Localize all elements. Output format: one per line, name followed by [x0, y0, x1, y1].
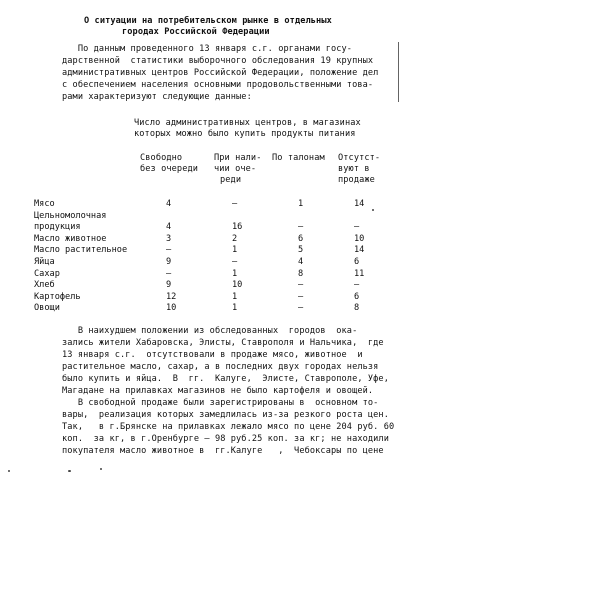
cell-coupons: 8	[298, 268, 304, 279]
supply-table	[34, 199, 394, 315]
table-row	[34, 199, 394, 211]
cell-free: 9	[166, 256, 172, 267]
cell-queue: –	[232, 199, 238, 209]
cell-free: 10	[166, 303, 177, 314]
cell-queue: 1	[232, 291, 238, 302]
cell-absent: 6	[354, 291, 360, 302]
product-name: Овощи	[34, 303, 60, 314]
header-coupons: По талонам	[272, 153, 325, 163]
table-caption-line-1: Число административных центров, в магазинах	[134, 118, 361, 128]
scan-speck	[372, 209, 374, 211]
title-line-2: городах Российской Федерации	[122, 27, 270, 37]
cell-free: 4	[166, 199, 172, 209]
table-row	[34, 234, 394, 246]
cell-free: 12	[166, 291, 177, 302]
header-absent: вуют в	[338, 164, 370, 174]
scan-speck	[100, 468, 102, 470]
body-line: 13 января с.г. отсутствовали в продаже мясо, животное и	[62, 350, 363, 360]
body-line: Так, в г.Брянске на прилавках лежало мясо по цене 204 руб. 60	[62, 422, 395, 432]
header-absent: продаже	[338, 175, 375, 185]
cell-queue: 1	[232, 268, 238, 279]
header-free: Свободно	[140, 153, 183, 163]
product-name: Хлеб	[34, 280, 55, 291]
body-line: коп. за кг, в г.Оренбурге – 98 руб.25 коп. за кг; не находили	[62, 434, 389, 444]
product-name: Яйца	[34, 256, 55, 267]
cell-free: 4	[166, 222, 172, 233]
cell-free: –	[166, 268, 172, 279]
cell-absent: 11	[354, 268, 365, 279]
cell-absent: –	[354, 280, 360, 291]
cell-coupons: 4	[298, 256, 304, 267]
cell-free: –	[166, 245, 172, 256]
body-line: растительное масло, сахар, а в последних двух городах нельзя	[62, 362, 379, 372]
cell-absent: –	[354, 222, 360, 233]
table-row	[34, 211, 394, 223]
product-name: Масло растительное	[34, 245, 128, 256]
intro-line: рами характеризуют следующие данные:	[62, 92, 252, 102]
table-row	[34, 303, 394, 315]
cell-coupons: 5	[298, 245, 304, 256]
product-name: Сахар	[34, 268, 60, 279]
cell-coupons: 6	[298, 233, 304, 244]
header-free: без очереди	[140, 164, 199, 174]
header-queue: реди	[220, 175, 242, 185]
intro-line: дарственной статистики выборочного обследования 19 крупных	[62, 56, 374, 66]
cell-absent: 14	[354, 245, 365, 256]
cell-coupons: 1	[298, 199, 304, 209]
cell-queue: 1	[232, 245, 238, 256]
table-row	[34, 292, 394, 304]
margin-mark-line	[398, 42, 399, 102]
header-queue: При нали-	[214, 153, 262, 163]
product-name: Картофель	[34, 291, 81, 302]
product-name: Мясо	[34, 199, 55, 209]
intro-line: административных центров Российской Федерации, положение дел	[62, 68, 379, 78]
title-line-1: О ситуации на потребительском рынке в отдельных	[84, 16, 332, 26]
cell-queue: 1	[232, 303, 238, 314]
cell-absent: 10	[354, 233, 365, 244]
table-row	[34, 245, 394, 257]
header-absent: Отсутст-	[338, 153, 381, 163]
product-name: Цельномолочная	[34, 210, 107, 221]
product-name: Масло животное	[34, 233, 107, 244]
intro-line: По данным проведенного 13 января с.г. органами госу-	[62, 44, 353, 54]
scan-speck	[8, 470, 10, 472]
body-line: зались жители Хабаровска, Элисты, Ставрополя и Нальчика, где	[62, 338, 384, 348]
body-line: Магадане на прилавках магазинов не было картофеля и овощей.	[62, 386, 374, 396]
product-name: продукция	[34, 222, 81, 233]
cell-absent: 6	[354, 256, 360, 267]
cell-absent: 8	[354, 303, 360, 314]
body-line: было купить и яйца. В гг. Калуге, Элисте, Ставрополе, Уфе,	[62, 374, 389, 384]
cell-queue: 2	[232, 233, 238, 244]
table-caption-line-2: которых можно было купить продукты питания	[134, 129, 356, 139]
cell-free: 9	[166, 280, 172, 291]
scan-speck	[68, 470, 71, 472]
header-queue: чии оче-	[214, 164, 257, 174]
cell-queue: –	[232, 256, 238, 267]
body-line: покупателя масло животное в гг.Калуге , Чебоксары по цене	[62, 446, 384, 456]
cell-queue: 16	[232, 222, 243, 233]
cell-absent: 14	[354, 199, 365, 209]
table-row	[34, 222, 394, 234]
body-line: В свободной продаже были зарегистрированы в основном то-	[62, 398, 379, 408]
table-row	[34, 269, 394, 281]
cell-queue: 10	[232, 280, 243, 291]
cell-free: 3	[166, 233, 172, 244]
cell-coupons: –	[298, 280, 304, 291]
table-row	[34, 280, 394, 292]
intro-line: с обеспечением населения основными продовольственными това-	[62, 80, 374, 90]
body-line: В наихудшем положении из обследованных городов ока-	[62, 326, 358, 336]
table-row	[34, 257, 394, 269]
cell-coupons: –	[298, 291, 304, 302]
cell-coupons: –	[298, 222, 304, 233]
body-line: вары, реализация которых замедлилась из-за резкого роста цен.	[62, 410, 389, 420]
cell-coupons: –	[298, 303, 304, 314]
